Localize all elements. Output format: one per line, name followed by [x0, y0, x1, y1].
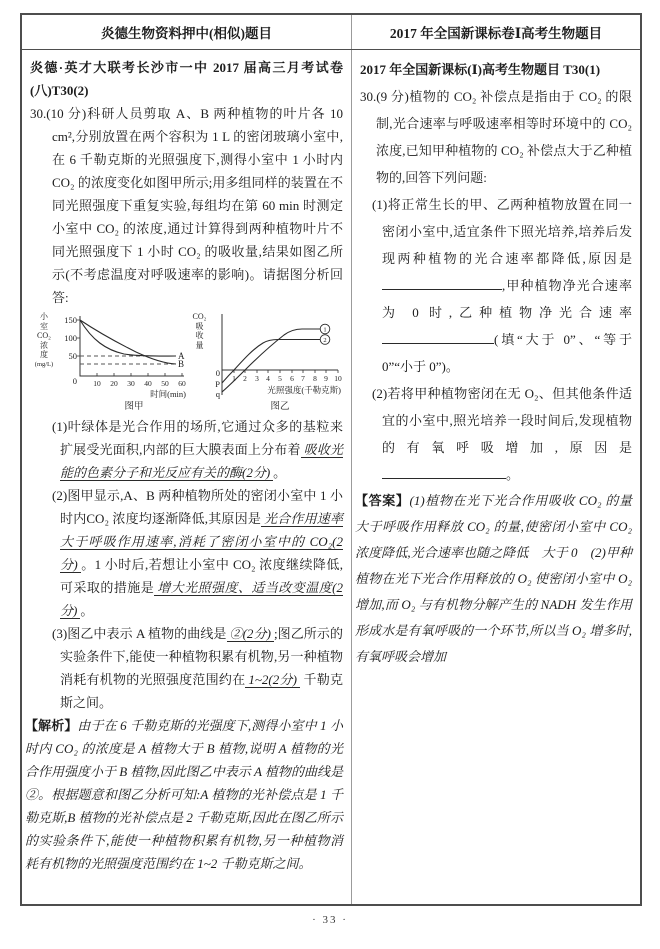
x-tick-label: 9 — [324, 374, 329, 383]
y-axis-label-char: 度 — [40, 350, 48, 359]
x-tick-label: 7 — [301, 374, 306, 383]
chart-jia-plot — [56, 312, 192, 412]
x-tick-label: 40 — [144, 379, 152, 388]
chart-caption: 图乙 — [270, 402, 290, 412]
text-segment: 吸收光能的色素分子和光反应有关的酶(2分) — [60, 442, 343, 480]
text-segment: 。 — [273, 465, 287, 480]
left-sub-question-1 — [52, 415, 343, 484]
right-question-30: 30.(9 分)植物的 CO₂ 补偿点是指由于 CO₂ 的限制,光合速率与呼吸速率相等时环境中的 CO₂ 浓度,已知甲种植物的 CO₂ 补偿点大于乙种植物的,回答下列问题: — [360, 89, 632, 185]
text-segment: (2)图甲显示,A、B 两种植物所处的密闭小室中 1 小时内CO₂ 浓度均逐渐降低,其原因是 — [52, 488, 343, 526]
text-segment: 由于在 6 千勒克斯的光强度下,测得小室中 1 小时内 CO₂ 的浓度是 A 植物大于 B 植物,说明 A 植物的光合作用强度小于 B 植物,因此图乙中表示 A 植物的曲线是②。根据题意和图乙分析可知:A 植物的光补偿点是 1 千勒克斯,B 植物的光补偿点是 2 千勒克斯,因此在图乙所示的实验条件下,能使一种植物积累有机物,另一种植物消耗有机物的光照强度范围约在 1~2 千勒克斯之间。 — [25, 718, 343, 871]
x-tick-label: 2 — [243, 374, 248, 383]
chart-yi-y-axis-label — [190, 312, 208, 350]
series-label-a: A — [178, 351, 185, 361]
y-axis-label-char: 室 — [40, 321, 48, 331]
curve-b — [80, 320, 176, 364]
chart-caption: 图甲 — [124, 402, 144, 412]
text-segment: 千勒克斯之间。 — [60, 672, 343, 710]
analysis-paragraph — [25, 714, 343, 875]
text-segment: ,甲种植物净光合速率为 0 时,乙种植物净光合速率 — [382, 278, 632, 320]
right-sub-question-1 — [372, 191, 632, 380]
left-sub-question-2 — [52, 484, 343, 622]
text-segment: 增大光照强度、适当改变温度(2分) — [60, 580, 343, 618]
left-column — [22, 50, 352, 904]
text-segment: (1)植物在光下光合作用吸收 CO₂ 的量大于呼吸作用释放 CO₂ 的量,使密闭小室中 CO₂ 浓度降低,光合速率也随之降低 大于 0 (2)甲种植物在光下光合作用释放的 O₂ 使密闭小室中 O₂ 增加,而 O₂ 与有机物分解产生的 NADH 发生作用形成水是有氧呼吸的一个环节,所以当 O₂ 增多时,有氧呼吸会增加 — [355, 493, 632, 664]
left-source-title: 炎德·英才大联考长沙市一中 2017 届高三月考试卷(八)T30(2) — [30, 60, 343, 98]
answer-blank-line — [382, 330, 494, 344]
text-segment: 【答案】 — [355, 493, 410, 508]
x-tick-label: 6 — [290, 374, 295, 383]
x-tick-label: 60 — [178, 379, 186, 388]
chart-tu-yi — [190, 312, 343, 412]
answer-blank-line — [382, 465, 506, 479]
table-body-row — [22, 50, 640, 904]
x-axis-label: 光照强度(千勒克斯) — [267, 385, 342, 395]
x-tick-label: 10 — [93, 379, 101, 388]
answer-blank-line — [382, 276, 502, 290]
x-tick-label: 30 — [127, 379, 135, 388]
legend-number-1: 1 — [323, 326, 328, 334]
table-header-row — [22, 15, 640, 50]
text-segment: (1)将正常生长的甲、乙两种植物放置在同一密闭小室中,适宜条件下照光培养,培养后发现两种植物的光合速率都降低,原因是 — [372, 197, 632, 266]
y-axis-label-char: 量 — [195, 340, 204, 350]
origin-label: 0 — [216, 368, 221, 378]
origin-label: 0 — [72, 376, 77, 386]
figure-row — [32, 312, 343, 413]
x-tick-label: 1 — [232, 374, 237, 383]
x-tick-label: 50 — [161, 379, 169, 388]
axes — [80, 316, 184, 376]
x-tick-label: 8 — [313, 374, 318, 383]
q-label: q — [216, 389, 221, 399]
series-label-b: B — [178, 359, 185, 369]
text-segment: (填“大于 0”、“等于 0”“小于 0”)。 — [382, 332, 632, 374]
curve-1 — [222, 329, 320, 392]
y-axis-label-char: 收 — [195, 331, 204, 340]
x-tick-label: 10 — [334, 374, 343, 383]
right-source-title: 2017 年全国新课标(Ⅰ)高考生物题目 T30(1) — [360, 62, 601, 77]
chart-yi-plot — [208, 312, 344, 412]
page-number: · 33 · — [312, 914, 348, 926]
text-segment: (1)叶绿体是光合作用的场所,它通过众多的基粒来扩展受光面积,内部的巨大膜表面上分布着 — [52, 419, 343, 457]
x-axis-label: 时间(min) — [150, 389, 186, 399]
text-segment: ;图乙所示的实验条件下,能使一种植物积累有机物,另一种植物消耗有机物的光照强度范围约在 — [60, 626, 343, 687]
y-axis-unit: (mg/L) — [34, 360, 54, 368]
p-label: P — [215, 379, 221, 389]
chart-tu-jia — [32, 312, 190, 412]
y-axis-label-char: 浓 — [40, 340, 48, 350]
x-tick-label: 5 — [278, 374, 283, 383]
y-axis-label-char: CO₂ — [192, 312, 207, 321]
x-tick-label: 20 — [110, 379, 118, 388]
curve-a — [80, 320, 176, 356]
right-column — [352, 50, 640, 904]
text-segment: (2)若将甲种植物密闭在无 O₂、但其他条件适宜的小室中,照光培养一段时间后,发现植物的有氧呼吸增加,原因是 — [372, 386, 632, 455]
y-axis-label-char: CO₂ — [37, 331, 51, 340]
text-segment: 【解析】 — [25, 718, 78, 733]
text-segment: 。 — [80, 603, 94, 618]
text-segment: 光合作用速率大于呼吸作用速率,消耗了密闭小室中的 CO₂(2分) — [60, 511, 343, 572]
right-sub-question-2 — [372, 380, 632, 488]
header-cell-left: 炎德生物资料押中(相似)题目 — [22, 15, 352, 49]
x-tick-label: 4 — [266, 374, 271, 383]
chart-jia-y-axis-label — [32, 312, 56, 369]
comparison-table — [20, 13, 642, 906]
text-segment: ②(2分) — [227, 626, 274, 642]
y-axis-label-char: 吸 — [195, 321, 204, 331]
text-segment: 1~2(2分) — [245, 672, 300, 688]
text-segment: 。 — [506, 467, 520, 482]
y-axis-label-char: 小 — [40, 312, 48, 321]
text-segment: 。1 小时后,若想让小室中 CO₂ 浓度继续降低,可采取的措施是 — [60, 557, 343, 595]
y-tick-label: 150 — [64, 315, 77, 325]
x-tick-label: 3 — [255, 374, 260, 383]
y-tick-label: 100 — [64, 333, 77, 343]
legend-number-2: 2 — [323, 336, 328, 344]
answer-paragraph — [355, 488, 632, 670]
text-segment: (3)图乙中表示 A 植物的曲线是 — [52, 626, 227, 641]
header-cell-right: 2017 年全国新课标卷Ⅰ高考生物题目 — [389, 26, 603, 41]
y-tick-label: 50 — [68, 351, 77, 361]
left-question-30: 30.(10 分)科研人员剪取 A、B 两种植物的叶片各 10 cm²,分别放置在两个容积为 1 L 的密闭玻璃小室中,在 6 千勒克斯的光照强度下,测得小室中 1 小时内 CO₂ 的浓度变化如图甲所示;用多组同样的装置在不同光照强度下重复实验,每组均在第 60 min 时测定小室中 CO₂ 的浓度,通过计算得到两种植物叶片不同光照强度下 1 小时 CO₂ 的吸收量,结果如图乙所示(不考虑温度对呼吸速率的影响)。请据图分析回答: — [30, 106, 343, 305]
left-sub-question-3 — [52, 622, 343, 714]
